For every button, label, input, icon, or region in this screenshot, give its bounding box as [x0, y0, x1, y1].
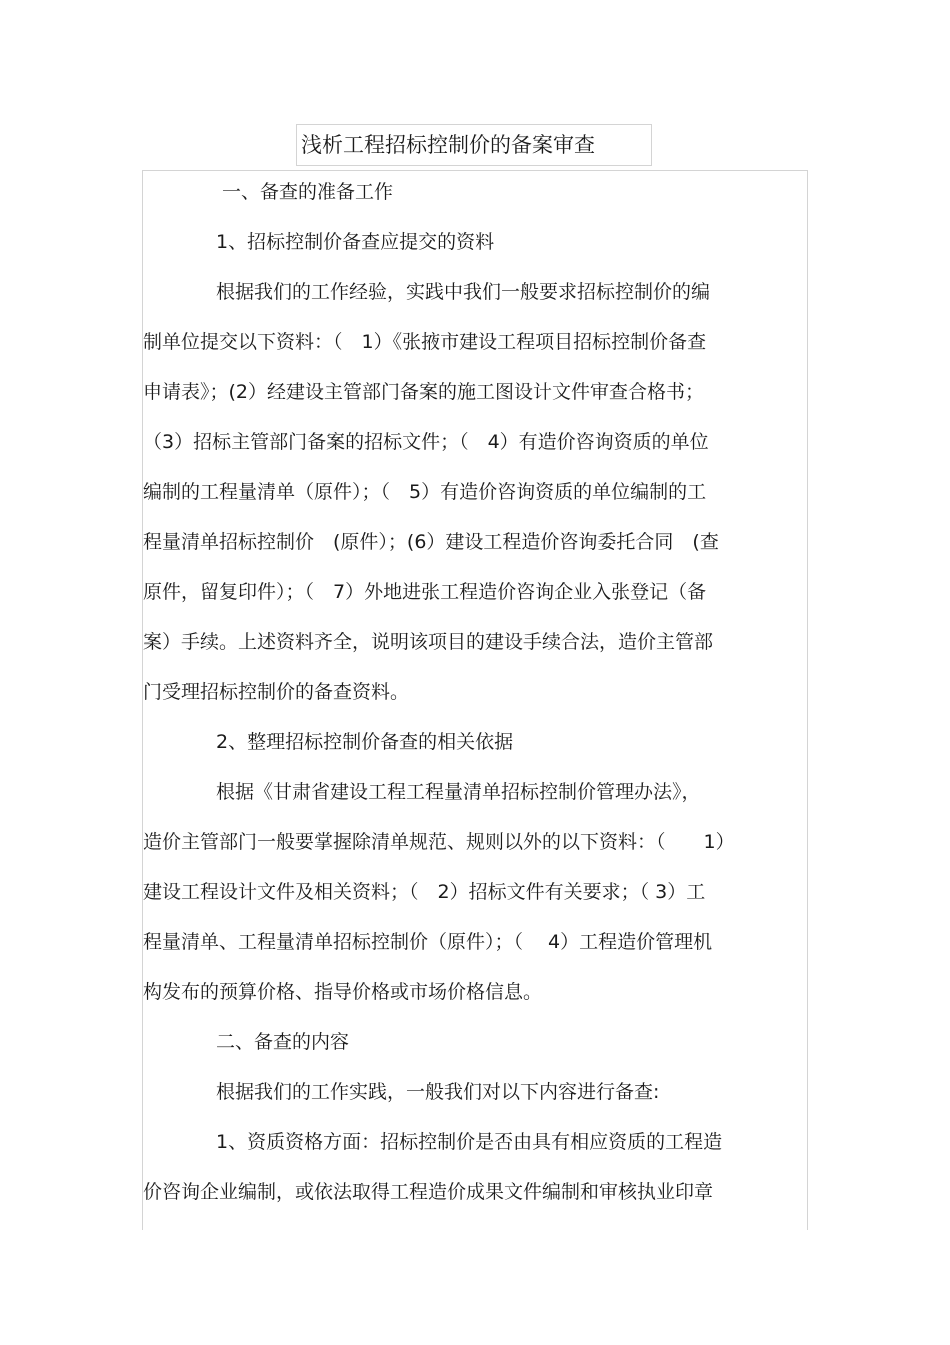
paragraph-line: 案）手续。上述资料齐全，说明该项目的建设手续合法，造价主管部 — [143, 631, 714, 653]
paragraph-line: 制单位提交以下资料：（ 1）《张掖市建设工程项目招标控制价备查 — [143, 331, 707, 353]
document-title: 浅析工程招标控制价的备案审查 — [301, 133, 595, 157]
paragraph-line: 根据《甘肃省建设工程工程量清单招标控制价管理办法》， — [216, 781, 701, 803]
paragraph-line: 根据我们的工作实践，一般我们对以下内容进行备查: — [216, 1081, 660, 1103]
title-box — [296, 124, 652, 166]
paragraph-line: 建设工程设计文件及相关资料；（ 2）招标文件有关要求；（ 3）工 — [143, 881, 706, 903]
paragraph-line: 申请表》；(2）经建设主管部门备案的施工图设计文件审查合格书； — [143, 381, 705, 403]
heading-section-1: 一、备查的准备工作 — [222, 181, 394, 203]
paragraph-line: 程量清单、工程量清单招标控制价（原件）；（ 4）工程造价管理机 — [143, 931, 713, 953]
paragraph-line: （3）招标主管部门备案的招标文件；（ 4）有造价咨询资质的单位 — [143, 431, 709, 453]
paragraph-line: 程量清单招标控制价 (原件）；(6）建设工程造价咨询委托合同 (查 — [143, 531, 719, 553]
paragraph-line: 根据我们的工作经验，实践中我们一般要求招标控制价的编 — [216, 281, 711, 303]
paragraph-line: 价咨询企业编制，或依法取得工程造价成果文件编制和审核执业印章 — [143, 1181, 714, 1203]
paragraph-line: 1、资质资格方面：招标控制价是否由具有相应资质的工程造 — [216, 1131, 723, 1153]
paragraph-line: 构发布的预算价格、指导价格或市场价格信息。 — [143, 981, 543, 1003]
heading-subsection-1-2: 2、整理招标控制价备查的相关依据 — [216, 731, 514, 753]
paragraph-line: 原件，留复印件）；（ 7）外地进张工程造价咨询企业入张登记（备 — [143, 581, 707, 603]
heading-subsection-1-1: 1、招标控制价备查应提交的资料 — [216, 231, 495, 253]
heading-section-2: 二、备查的内容 — [216, 1031, 350, 1053]
paragraph-line: 门受理招标控制价的备查资料。 — [143, 681, 410, 703]
paragraph-line: 编制的工程量清单（原件）；（ 5）有造价咨询资质的单位编制的工 — [143, 481, 707, 503]
paragraph-line: 造价主管部门一般要掌握除清单规范、规则以外的以下资料：（ 1） — [143, 831, 735, 853]
